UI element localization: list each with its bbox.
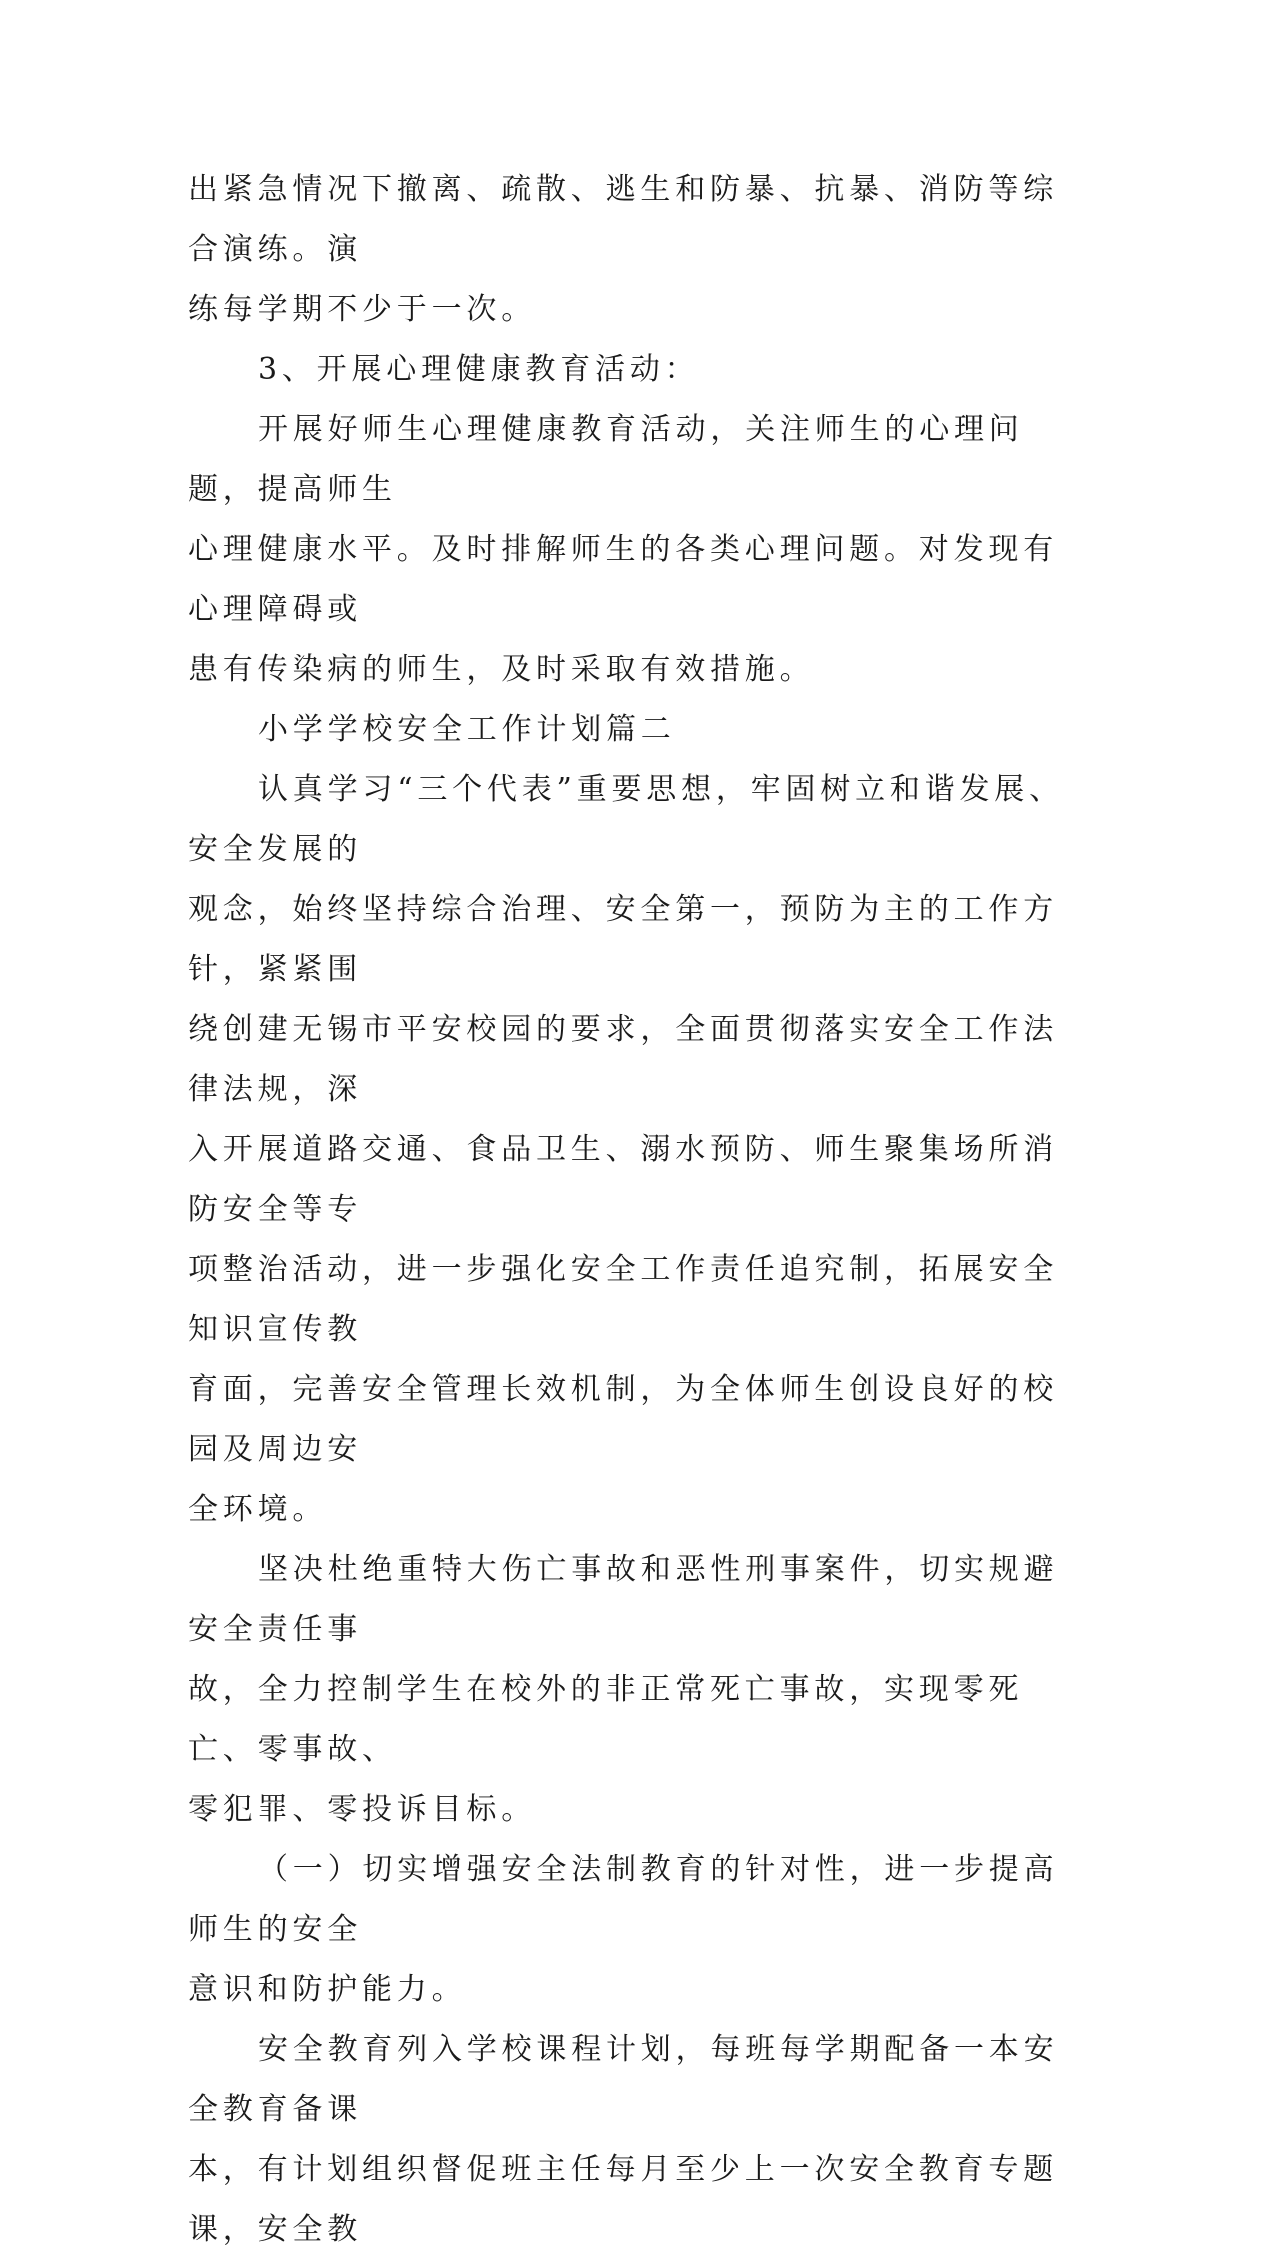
paragraph-drill-continuation: 出紧急情况下撤离、疏散、逃生和防暴、抗暴、消防等综合演练。演 练每学期不少于一次。 [188, 172, 1058, 327]
paragraph-mental-health: 开展好师生心理健康教育活动，关注师生的心理问题，提高师生 心理健康水平。及时排解师生的各类心理问题。对发现有心理障碍或 患有传染病的师生，及时采取有效措施。 [188, 412, 1058, 687]
paragraph-safety-curriculum: 安全教育列入学校课程计划，每班每学期配备一本安全教育备课 本，有计划组织督促班主任每月至少上一次安全教育专题课，安全教 [188, 2032, 1059, 2247]
paragraph-goals: 坚决杜绝重特大伤亡事故和恶性刑事案件，切实规避安全责任事 故，全力控制学生在校外的非正常死亡事故，实现零死亡、零事故、 零犯罪、零投诉目标。 [188, 1552, 1059, 1827]
section-heading-legal-education: （一）切实增强安全法制教育的针对性，进一步提高师生的安全 意识和防护能力。 [188, 1852, 1059, 2007]
document-body [188, 160, 1088, 2260]
document-title-part-two: 小学学校安全工作计划篇二 [258, 712, 676, 747]
section-heading-mental-health: 3、开展心理健康教育活动： [258, 352, 700, 387]
paragraph-guiding-ideology: 认真学习“三个代表”重要思想，牢固树立和谐发展、安全发展的 观念，始终坚持综合治理、安全第一，预防为主的工作方针，紧紧围 绕创建无锡市平安校园的要求，全面贯彻落实安全工作法律法规，深 入开展道路交通、食品卫生、溺水预防、师生聚集场所消防安全等专 项整治活动，进一步强化安全工作责任追究制，拓展安全知识宣传教 育面，完善安全管理长效机制，为全体师生创设良好的校园及周边安 全环境。 [188, 772, 1064, 1527]
